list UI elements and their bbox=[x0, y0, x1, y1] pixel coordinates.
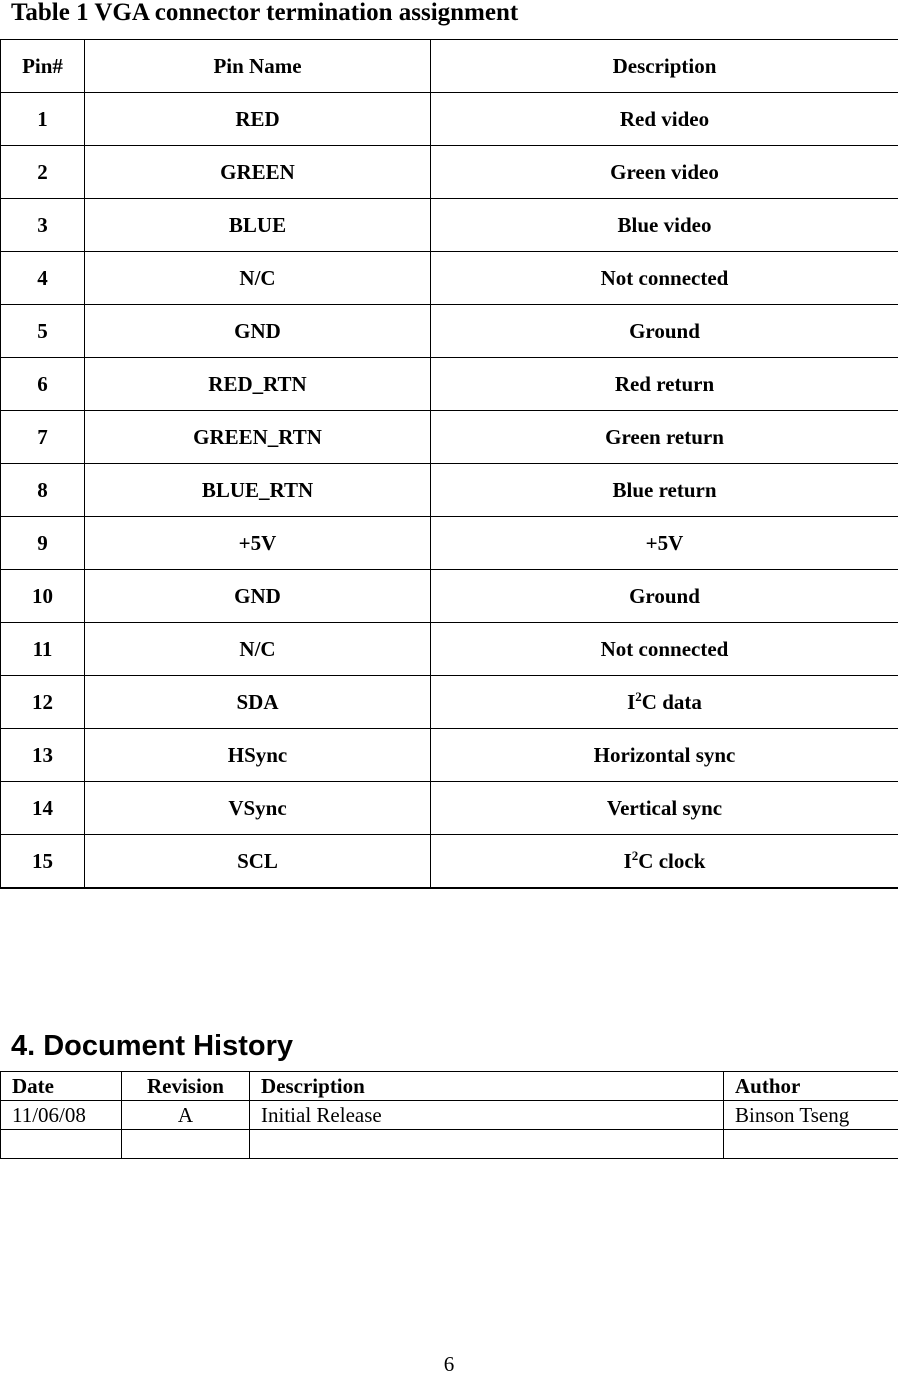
history-row bbox=[1, 1130, 898, 1159]
pin-name: RED bbox=[85, 93, 431, 146]
pin-number: 4 bbox=[1, 252, 85, 305]
table-row bbox=[1, 676, 898, 729]
pin-number: 13 bbox=[1, 729, 85, 782]
pin-number: 5 bbox=[1, 305, 85, 358]
table-row bbox=[1, 782, 898, 835]
table-row bbox=[1, 411, 898, 464]
pin-name: SDA bbox=[85, 676, 431, 729]
history-revision bbox=[122, 1130, 250, 1159]
table-row bbox=[1, 835, 898, 889]
table-row bbox=[1, 464, 898, 517]
pin-description: Vertical sync bbox=[431, 782, 898, 835]
pin-name: VSync bbox=[85, 782, 431, 835]
vga-pin-table bbox=[0, 39, 898, 889]
pin-number: 9 bbox=[1, 517, 85, 570]
pin-number: 7 bbox=[1, 411, 85, 464]
pin-description: Red return bbox=[431, 358, 898, 411]
pin-number: 2 bbox=[1, 146, 85, 199]
table-row bbox=[1, 146, 898, 199]
pin-description: Blue return bbox=[431, 464, 898, 517]
pin-number: 14 bbox=[1, 782, 85, 835]
pin-name: BLUE bbox=[85, 199, 431, 252]
pin-name: GND bbox=[85, 570, 431, 623]
header-pin: Pin# bbox=[1, 40, 85, 93]
pin-name: GREEN bbox=[85, 146, 431, 199]
pin-description: Green video bbox=[431, 146, 898, 199]
description-base: I bbox=[624, 849, 632, 873]
pin-number: 3 bbox=[1, 199, 85, 252]
pin-name: GND bbox=[85, 305, 431, 358]
table-row bbox=[1, 729, 898, 782]
pin-number: 15 bbox=[1, 835, 85, 889]
pin-number: 6 bbox=[1, 358, 85, 411]
pin-number: 8 bbox=[1, 464, 85, 517]
pin-description: Green return bbox=[431, 411, 898, 464]
pin-number: 1 bbox=[1, 93, 85, 146]
header-pin-name: Pin Name bbox=[85, 40, 431, 93]
pin-number: 10 bbox=[1, 570, 85, 623]
pin-description: Ground bbox=[431, 305, 898, 358]
history-revision: A bbox=[122, 1101, 250, 1130]
description-base: I bbox=[627, 690, 635, 714]
pin-name: GREEN_RTN bbox=[85, 411, 431, 464]
history-row bbox=[1, 1101, 898, 1130]
history-date bbox=[1, 1130, 122, 1159]
header-author: Author bbox=[724, 1072, 898, 1101]
header-revision: Revision bbox=[122, 1072, 250, 1101]
description-rest: C data bbox=[642, 690, 702, 714]
pin-description bbox=[431, 835, 898, 889]
description-superscript: 2 bbox=[635, 689, 642, 704]
pin-description: Not connected bbox=[431, 623, 898, 676]
document-history-table bbox=[0, 1071, 898, 1159]
pin-name: BLUE_RTN bbox=[85, 464, 431, 517]
pin-description: Not connected bbox=[431, 252, 898, 305]
pin-description bbox=[431, 676, 898, 729]
page-number: 6 bbox=[0, 1353, 898, 1375]
history-date: 11/06/08 bbox=[1, 1101, 122, 1130]
table-row bbox=[1, 623, 898, 676]
history-description: Initial Release bbox=[250, 1101, 724, 1130]
description-superscript: 2 bbox=[632, 848, 639, 863]
pin-name: HSync bbox=[85, 729, 431, 782]
history-author bbox=[724, 1130, 898, 1159]
pin-name: SCL bbox=[85, 835, 431, 889]
pin-name: N/C bbox=[85, 623, 431, 676]
table-row bbox=[1, 199, 898, 252]
table-row bbox=[1, 358, 898, 411]
pin-number: 12 bbox=[1, 676, 85, 729]
history-description bbox=[250, 1130, 724, 1159]
header-description: Description bbox=[250, 1072, 724, 1101]
history-author: Binson Tseng bbox=[724, 1101, 898, 1130]
pin-description: +5V bbox=[431, 517, 898, 570]
table-row bbox=[1, 517, 898, 570]
pin-description: Ground bbox=[431, 570, 898, 623]
section-title: 4. Document History bbox=[11, 1029, 293, 1063]
pin-name: +5V bbox=[85, 517, 431, 570]
pin-name: N/C bbox=[85, 252, 431, 305]
pin-description: Horizontal sync bbox=[431, 729, 898, 782]
pin-name: RED_RTN bbox=[85, 358, 431, 411]
table-row bbox=[1, 93, 898, 146]
history-header-row bbox=[1, 1072, 898, 1101]
table-row bbox=[1, 570, 898, 623]
header-description: Description bbox=[431, 40, 898, 93]
pin-number: 11 bbox=[1, 623, 85, 676]
table-title: Table 1 VGA connector termination assignment bbox=[11, 0, 518, 26]
pin-description: Blue video bbox=[431, 199, 898, 252]
table-header-row bbox=[1, 40, 898, 93]
table-row bbox=[1, 252, 898, 305]
pin-description: Red video bbox=[431, 93, 898, 146]
description-rest: C clock bbox=[638, 849, 705, 873]
header-date: Date bbox=[1, 1072, 122, 1101]
table-row bbox=[1, 305, 898, 358]
